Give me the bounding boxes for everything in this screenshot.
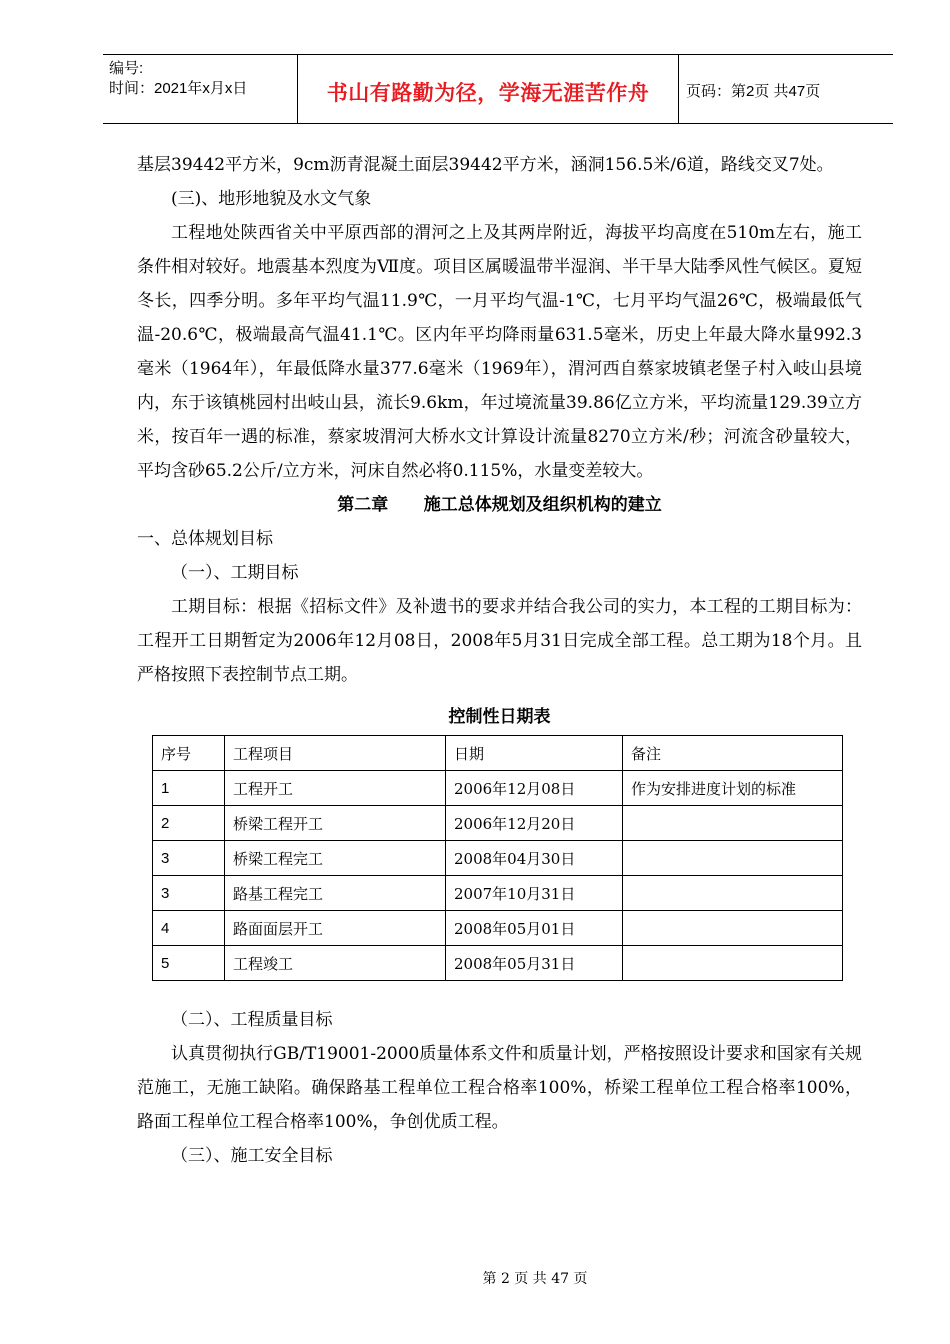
table-row (153, 876, 843, 911)
table-row (153, 946, 843, 981)
table-title: 控制性日期表 (448, 707, 551, 727)
subsection-heading: （二）、工程质量目标 (171, 1010, 333, 1030)
table-row (153, 771, 843, 806)
table-cell: 2006年12月08日 (446, 771, 623, 806)
table-cell (623, 841, 843, 876)
table-cell: 路面面层开工 (225, 911, 446, 946)
header-meta (109, 59, 247, 99)
table-cell: 1 (153, 771, 225, 806)
page-footer: 第 2 页 共 47 页 (482, 1271, 588, 1287)
header-time-label: 时间：2021年x月x日 (109, 80, 248, 97)
table-cell: 5 (153, 946, 225, 981)
table-cell (623, 946, 843, 981)
table-row (153, 841, 843, 876)
header-number-label: 编号: (109, 60, 144, 77)
table-cell: 2008年05月01日 (446, 911, 623, 946)
section-heading: (三)、地形地貌及水文气象 (171, 189, 372, 209)
paragraph: 工期目标：根据《招标文件》及补遗书的要求并结合我公司的实力，本工程的工期目标为：工程开工日期暂定为2006年12月08日，2008年5月31日完成全部工程。总工期为18个月。且严格按照下表控制节点工期。 (137, 597, 862, 685)
header-divider (678, 55, 679, 123)
table-header-cell: 工程项目 (225, 736, 446, 771)
page-header (103, 54, 893, 124)
table-row (153, 806, 843, 841)
table-cell: 2006年12月20日 (446, 806, 623, 841)
schedule-table (152, 735, 843, 981)
header-page-number: 页码：第2页 共47页 (686, 83, 821, 100)
table-cell: 2008年04月30日 (446, 841, 623, 876)
table-cell: 桥梁工程开工 (225, 806, 446, 841)
paragraph: 工程地处陕西省关中平原西部的渭河之上及其两岸附近，海拔平均高度在510m左右，施工条件相对较好。地震基本烈度为Ⅶ度。项目区属暖温带半湿润、半干旱大陆季风性气候区。夏短冬长，四季分明。多年平均气温11.9℃，一月平均气温-1℃，七月平均气温26℃，极端最低气温-20.6℃，极端最高气温41.1℃。区内年平均降雨量631.5毫米，历史上年最大降水量992.3毫米（1964年），年最低降水量377.6毫米（1969年），渭河西自蔡家坡镇老堡子村入岐山县境内，东于该镇桃园村出岐山县，流长9.6km，年过境流量39.86亿立方米，平均流量129.39立方米，按百年一遇的标准，蔡家坡渭河大桥水文计算设计流量8270立方米/秒；河流含砂量较大，平均含砂65.2公斤/立方米，河床自然必将0.115%，水量变差较大。 (137, 223, 862, 481)
table-cell: 路基工程完工 (225, 876, 446, 911)
table-cell (623, 876, 843, 911)
table-cell (623, 911, 843, 946)
table-cell: 作为安排进度计划的标准 (623, 771, 843, 806)
table-cell: 2007年10月31日 (446, 876, 623, 911)
chapter-title: 第二章 施工总体规划及组织机构的建立 (337, 495, 662, 515)
header-divider (297, 55, 298, 123)
table-row (153, 911, 843, 946)
table-cell: 工程竣工 (225, 946, 446, 981)
table-header-cell: 备注 (623, 736, 843, 771)
paragraph: 基层39442平方米，9cm沥青混凝土面层39442平方米，涵洞156.5米/6道，路线交叉7处。 (137, 155, 834, 175)
header-motto: 书山有路勤为径，学海无涯苦作舟 (326, 81, 650, 105)
subsection-heading: （一）、工期目标 (171, 563, 299, 583)
table-cell: 4 (153, 911, 225, 946)
document-body (137, 148, 862, 1173)
table-header-cell: 日期 (446, 736, 623, 771)
table-cell (623, 806, 843, 841)
section-heading: 一、总体规划目标 (137, 529, 273, 549)
table-cell: 工程开工 (225, 771, 446, 806)
table-cell: 2008年05月31日 (446, 946, 623, 981)
subsection-heading: （三）、施工安全目标 (171, 1146, 333, 1166)
table-cell: 3 (153, 876, 225, 911)
table-header-cell: 序号 (153, 736, 225, 771)
table-header-row (153, 736, 843, 771)
table-cell: 2 (153, 806, 225, 841)
paragraph: 认真贯彻执行GB/T19001-2000质量体系文件和质量计划，严格按照设计要求和国家有关规范施工，无施工缺陷。确保路基工程单位工程合格率100%，桥梁工程单位工程合格率100%，路面工程单位工程合格率100%，争创优质工程。 (137, 1044, 862, 1132)
table-cell: 桥梁工程完工 (225, 841, 446, 876)
table-cell: 3 (153, 841, 225, 876)
